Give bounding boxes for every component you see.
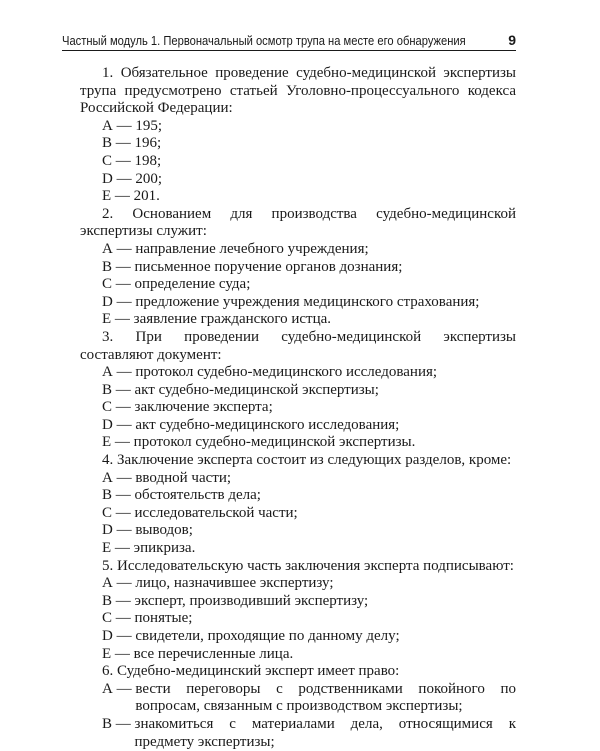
- answer-option: D — 200;: [80, 171, 516, 189]
- option-letter: D: [102, 522, 113, 539]
- option-text: исследовательской части;: [134, 504, 298, 521]
- option-letter: Е: [102, 645, 112, 662]
- running-header-title: Частный модуль 1. Первоначальный осмотр трупа на месте его обнаружения: [62, 33, 466, 48]
- question-3: [80, 329, 516, 364]
- option-letter: D: [102, 628, 113, 644]
- question-number: 5.: [102, 557, 114, 574]
- option-text: 195;: [135, 117, 163, 134]
- question-text: При проведении судебно-медицинской экспертизы составляют документ:: [80, 328, 516, 363]
- answer-option: А — направление лечебного учреждения;: [80, 241, 516, 259]
- option-letter: D: [102, 170, 113, 187]
- option-text: письменное поручение органов дознания;: [134, 258, 403, 275]
- question-number: 3.: [102, 328, 114, 345]
- question-2: [80, 206, 516, 241]
- option-letter: Е: [102, 540, 112, 557]
- option-text: лицо, назначившее экспертизу;: [135, 575, 334, 592]
- option-text: акт судебно-медицинского исследования;: [135, 416, 400, 433]
- answer-option: А — лицо, назначившее экспертизу;: [80, 575, 516, 593]
- option-letter: С: [102, 152, 113, 169]
- option-letter: D: [102, 293, 113, 310]
- answer-option: В — знакомиться с материалами дела, относящимися к предмету экспертизы;: [102, 715, 516, 750]
- question-5: [80, 558, 516, 576]
- option-letter: С: [102, 610, 113, 627]
- answer-option: С — исследовательской части;: [80, 505, 516, 523]
- option-text: вводной части;: [135, 469, 232, 486]
- question-number: 1.: [102, 65, 114, 81]
- option-text: заявление гражданского истца.: [133, 311, 332, 328]
- option-letter: С: [102, 399, 113, 416]
- answer-option: В — письменное поручение органов дознания;: [80, 259, 516, 277]
- answer-option: D — свидетели, проходящие по данному делу;: [80, 628, 516, 646]
- answer-option: А — вводной части;: [80, 470, 516, 488]
- option-letter: В: [102, 715, 113, 732]
- page-number: 9: [508, 32, 516, 48]
- answer-option: Е — все перечисленные лица.: [80, 646, 516, 664]
- option-letter: А: [102, 469, 113, 486]
- question-4: [80, 452, 516, 470]
- option-text: акт судебно-медицинской экспертизы;: [134, 381, 379, 398]
- option-text: 196;: [134, 135, 162, 152]
- option-text: знакомиться с материалами дела, относящимися к предмету экспертизы;: [134, 715, 516, 750]
- option-text: предложение учреждения медицинского страхования;: [135, 293, 480, 310]
- option-text: все перечисленные лица.: [133, 645, 294, 662]
- question-text: Судебно-медицинский эксперт имеет право:: [117, 663, 400, 680]
- option-text: эпикриза.: [133, 540, 196, 557]
- header-rule: [62, 50, 516, 51]
- question-text: Обязательное проведение судебно-медицинской экспертизы трупа предусмотрено статьей Уголовно-процессуального кодекса Российской Федерации:: [80, 65, 516, 117]
- answer-option: А — протокол судебно-медицинского исследования;: [80, 364, 516, 382]
- option-text: направление лечебного учреждения;: [135, 240, 369, 257]
- answer-option: В — эксперт, производивший экспертизу;: [80, 593, 516, 611]
- question-text: Заключение эксперта состоит из следующих разделов, кроме:: [117, 452, 512, 469]
- running-header: [62, 30, 516, 50]
- answer-option: С — определение суда;: [80, 276, 516, 294]
- option-letter: А: [102, 117, 113, 134]
- answer-option: Е — протокол судебно-медицинской экспертизы.: [80, 434, 516, 452]
- option-text: заключение эксперта;: [134, 399, 273, 416]
- option-text: 200;: [135, 170, 163, 187]
- option-letter: В: [102, 381, 113, 398]
- option-text: выводов;: [135, 522, 193, 539]
- answer-option: Е — 201.: [80, 188, 516, 206]
- option-letter: D: [102, 416, 113, 433]
- answer-option: А — вести переговоры с родственниками покойного по вопросам, связанным с производством экспертизы;: [102, 680, 516, 715]
- answer-option: D — предложение учреждения медицинского страхования;: [80, 294, 516, 312]
- option-letter: Е: [102, 311, 112, 328]
- option-letter: В: [102, 135, 113, 152]
- question-6: [80, 663, 516, 681]
- option-letter: Е: [102, 188, 112, 205]
- answer-option: D — акт судебно-медицинского исследования;: [80, 417, 516, 435]
- option-letter: С: [102, 276, 113, 293]
- question-number: 6.: [102, 663, 114, 680]
- question-number: 2.: [102, 205, 114, 222]
- option-letter: С: [102, 504, 113, 521]
- question-text: Исследовательскую часть заключения эксперта подписывают:: [117, 557, 514, 574]
- answer-option: D — выводов;: [80, 522, 516, 540]
- option-text: вести переговоры с родственниками покойного по вопросам, связанным с производством экспертизы;: [135, 680, 516, 715]
- answer-option: С — понятые;: [80, 610, 516, 628]
- option-text: 201.: [133, 188, 160, 205]
- option-text: протокол судебно-медицинской экспертизы.: [133, 434, 416, 451]
- question-list: [80, 65, 516, 751]
- option-text: обстоятельств дела;: [134, 487, 261, 504]
- answer-option: В — акт судебно-медицинской экспертизы;: [80, 382, 516, 400]
- option-text: протокол судебно-медицинского исследования;: [135, 364, 438, 381]
- answer-option: Е — заявление гражданского истца.: [80, 311, 516, 329]
- option-letter: Е: [102, 434, 112, 451]
- option-text: понятые;: [134, 610, 193, 627]
- question-number: 4.: [102, 452, 114, 469]
- option-text: 198;: [134, 152, 162, 169]
- option-letter: А: [102, 575, 113, 592]
- answer-option: В — 196;: [80, 135, 516, 153]
- option-letter: А: [102, 364, 113, 381]
- answer-option: Е — эпикриза.: [80, 540, 516, 558]
- option-text: определение суда;: [134, 276, 251, 293]
- answer-option: С — заключение эксперта;: [80, 399, 516, 417]
- question-text: Основанием для производства судебно-медицинской экспертизы служит:: [80, 205, 516, 240]
- option-text: свидетели, проходящие по данному делу;: [135, 628, 400, 644]
- option-letter: В: [102, 258, 113, 275]
- option-text: эксперт, производивший экспертизу;: [134, 592, 369, 609]
- option-letter: В: [102, 592, 113, 609]
- answer-option: В — обстоятельств дела;: [80, 487, 516, 505]
- answer-option: С — 198;: [80, 153, 516, 171]
- option-letter: А: [102, 680, 113, 697]
- question-1: [80, 65, 516, 118]
- answer-option: А — 195;: [80, 118, 516, 136]
- option-letter: А: [102, 240, 113, 257]
- option-letter: В: [102, 487, 113, 504]
